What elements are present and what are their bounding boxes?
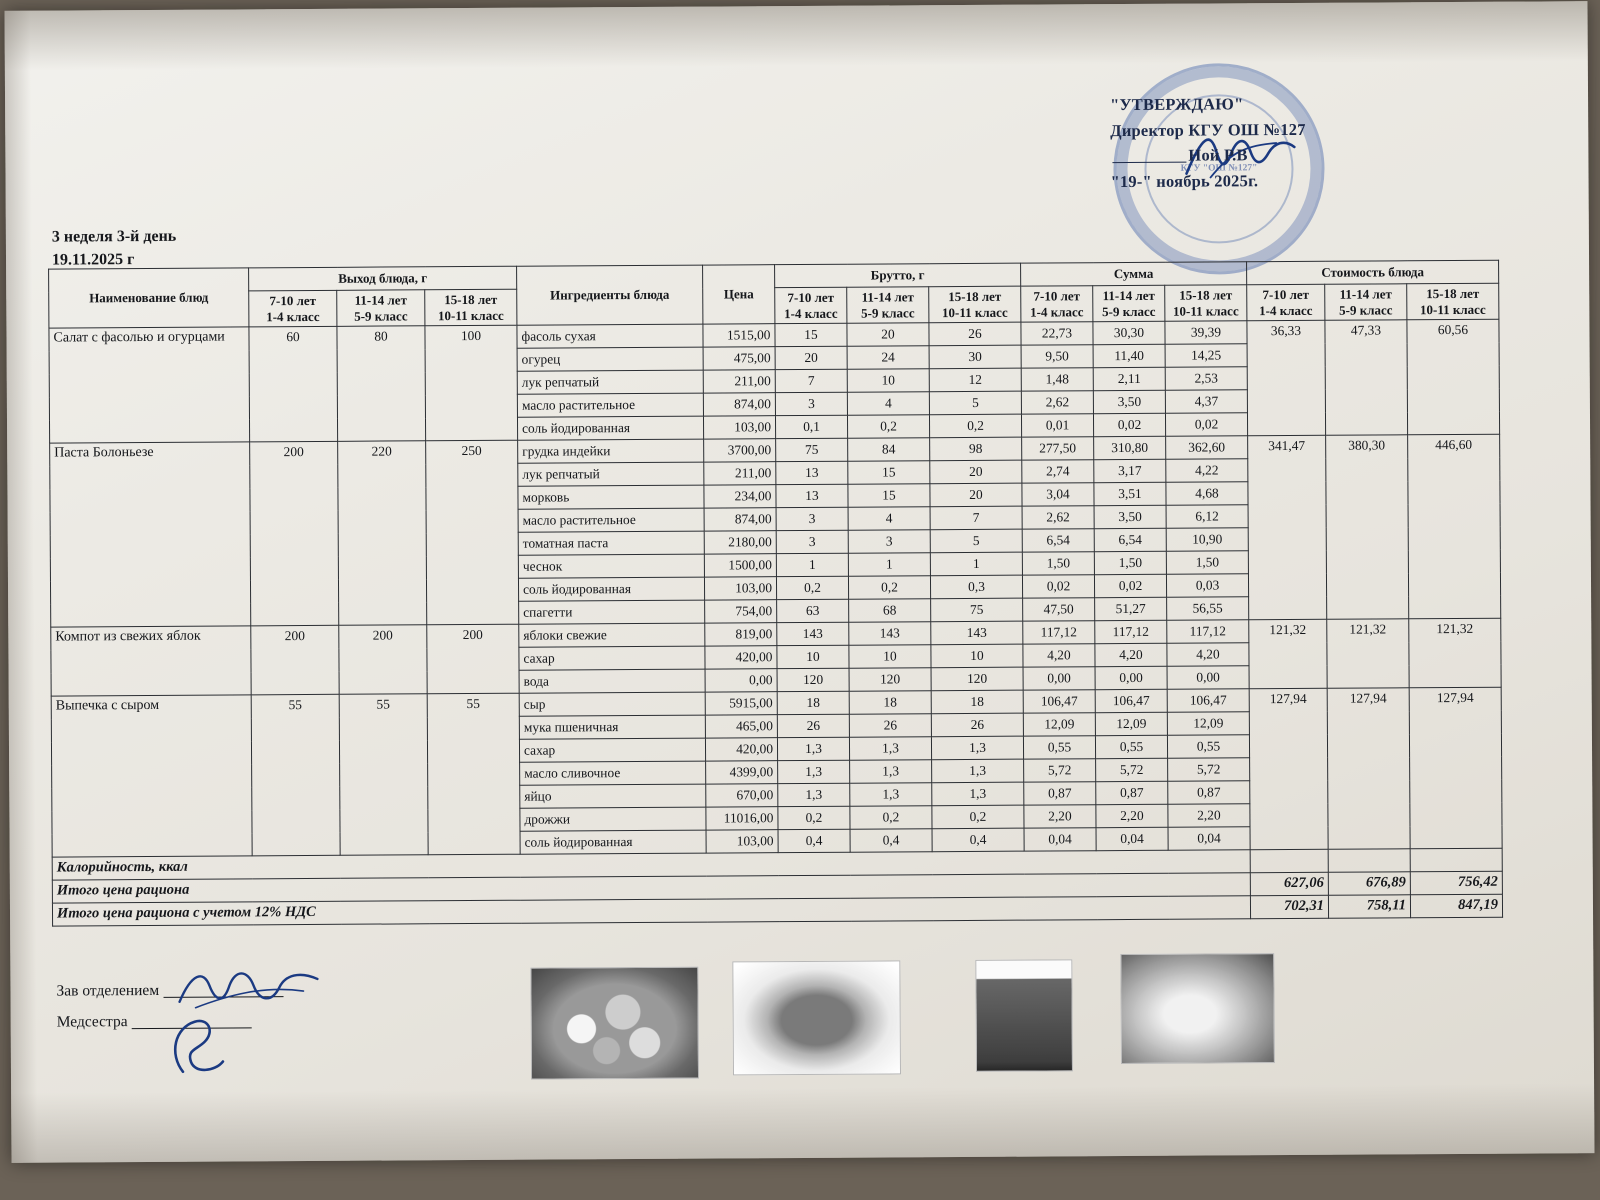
ingredient-gross-3: 1,3 <box>932 759 1024 783</box>
ingredient-price: 819,00 <box>705 623 777 646</box>
ingredient-price: 874,00 <box>703 393 775 416</box>
dish-name: Салат с фасолью и огурцами <box>49 327 250 443</box>
ingredient-sum-2: 30,30 <box>1093 321 1165 344</box>
dish-cost-3: 127,94 <box>1409 687 1502 849</box>
ingredient-gross-3: 0,2 <box>932 805 1024 829</box>
ingredient-gross-3: 5 <box>929 391 1021 415</box>
dish-yield-1: 60 <box>249 327 338 443</box>
ingredient-name: сыр <box>519 692 705 716</box>
dish-cost-1: 341,47 <box>1248 435 1327 619</box>
ingredient-sum-2: 3,50 <box>1093 390 1165 413</box>
ingredient-gross-2: 10 <box>849 645 931 669</box>
ingredient-sum-2: 5,72 <box>1096 758 1168 781</box>
ingredient-price: 211,00 <box>703 370 775 393</box>
ingredient-sum-3: 0,04 <box>1168 827 1250 851</box>
dish-cost-1: 121,32 <box>1249 619 1327 688</box>
ingredient-sum-2: 6,54 <box>1094 528 1166 551</box>
ingredient-price: 3700,00 <box>704 439 776 462</box>
dish-name: Компот из свежих яблок <box>51 626 251 696</box>
ingredient-sum-3: 0,03 <box>1166 574 1248 598</box>
ingredient-gross-1: 26 <box>777 714 849 737</box>
nurse-label: Медсестра <box>56 1013 128 1031</box>
ingredient-gross-2: 15 <box>848 484 930 508</box>
ingredient-sum-2: 51,27 <box>1095 597 1167 620</box>
ingredient-gross-3: 26 <box>929 322 1021 346</box>
ingredient-sum-1: 0,55 <box>1023 736 1095 759</box>
ingredient-gross-3: 10 <box>931 644 1023 668</box>
dish-yield-2: 200 <box>339 625 427 695</box>
dish-cost-1: 36,33 <box>1247 320 1326 435</box>
th-gross-group: Брутто, г <box>775 263 1021 288</box>
ingredient-gross-3: 1 <box>930 552 1022 576</box>
ingredient-price: 103,00 <box>703 416 775 439</box>
ingredient-sum-2: 4,20 <box>1095 643 1167 666</box>
ingredient-name: морковь <box>518 485 704 509</box>
ingredient-sum-3: 0,87 <box>1168 781 1250 805</box>
th-yield-age-3: 15-18 лет 10-11 класс <box>425 289 517 326</box>
ingredient-gross-3: 20 <box>930 483 1022 507</box>
approval-title: "УТВЕРЖДАЮ" <box>1110 94 1244 115</box>
ingredient-sum-3: 39,39 <box>1165 321 1247 345</box>
ingredient-price: 670,00 <box>706 784 778 807</box>
ingredient-name: яблоки свежие <box>519 623 705 647</box>
stamp-text: КГУ "ОШ №127" <box>1180 162 1258 174</box>
th-cost-age-3: 15-18 лет 10-11 класс <box>1407 283 1499 320</box>
ingredient-name: соль йодированная <box>518 577 704 601</box>
menu-table-wrapper <box>48 260 1502 927</box>
dish-cost-2: 47,33 <box>1325 320 1408 435</box>
ingredient-sum-2: 3,17 <box>1094 459 1166 482</box>
ingredient-sum-1: 6,54 <box>1022 529 1094 552</box>
ingredient-gross-3: 0,3 <box>930 575 1022 599</box>
paper-shadow-bottom <box>11 1083 1594 1163</box>
ingredient-sum-2: 310,80 <box>1094 436 1166 459</box>
week-info <box>52 225 177 272</box>
ingredient-price: 0,00 <box>705 669 777 692</box>
totals-value-3: 847,19 <box>1410 894 1502 918</box>
ingredient-sum-1: 5,72 <box>1024 759 1096 782</box>
ingredient-sum-1: 0,04 <box>1024 828 1096 851</box>
ingredient-gross-3: 30 <box>929 345 1021 369</box>
dish-yield-1: 200 <box>250 442 339 627</box>
th-cost-age-2: 11-14 лет 5-9 класс <box>1325 284 1407 321</box>
salad-photo <box>530 967 699 1080</box>
ingredient-name: мука пшеничная <box>519 715 705 739</box>
ingredient-sum-3: 0,55 <box>1167 735 1249 759</box>
ingredient-name: фасоль сухая <box>517 324 703 348</box>
ingredient-price: 211,00 <box>704 462 776 485</box>
ingredient-sum-3: 56,55 <box>1167 597 1249 621</box>
ingredient-sum-2: 2,20 <box>1096 804 1168 827</box>
ingredient-sum-2: 0,55 <box>1095 735 1167 758</box>
ingredient-gross-2: 143 <box>849 622 931 646</box>
ingredient-price: 874,00 <box>704 508 776 531</box>
ingredient-sum-3: 14,25 <box>1165 344 1247 368</box>
ingredient-name: сахар <box>519 646 705 670</box>
ingredient-gross-2: 20 <box>847 323 929 347</box>
ingredient-gross-2: 1,3 <box>849 737 931 761</box>
ingredient-sum-1: 22,73 <box>1021 322 1093 345</box>
th-cost-group: Стоимость блюда <box>1247 260 1499 285</box>
approval-block <box>1110 90 1411 194</box>
ingredient-sum-3: 12,09 <box>1167 712 1249 736</box>
ingredient-sum-1: 12,09 <box>1023 713 1095 736</box>
ingredient-name: томатная паста <box>518 531 704 555</box>
head-of-department-label: Зав отделением <box>56 981 160 1000</box>
ingredient-gross-1: 1 <box>776 553 848 576</box>
approval-director: Директор КГУ ОШ №127 <box>1110 119 1306 140</box>
ingredient-price: 11016,00 <box>706 807 778 830</box>
ingredient-sum-1: 106,47 <box>1023 690 1095 713</box>
paper-shadow-left <box>4 11 37 1163</box>
ingredient-sum-2: 0,02 <box>1093 413 1165 436</box>
ingredient-price: 1515,00 <box>703 324 775 347</box>
ingredient-sum-1: 2,62 <box>1021 391 1093 414</box>
ingredient-price: 103,00 <box>706 830 778 853</box>
week-label: 3 неделя 3-й день <box>51 227 177 246</box>
dish-name: Паста Болоньезе <box>50 442 251 627</box>
ingredient-gross-2: 1,3 <box>850 783 932 807</box>
ingredient-gross-1: 1,3 <box>778 783 850 806</box>
ingredient-price: 420,00 <box>705 646 777 669</box>
ingredient-gross-1: 15 <box>775 323 847 346</box>
ingredient-price: 2180,00 <box>704 531 776 554</box>
ingredient-gross-3: 12 <box>929 368 1021 392</box>
ingredient-sum-2: 0,04 <box>1096 827 1168 850</box>
ingredient-gross-3: 1,3 <box>931 736 1023 760</box>
ingredient-gross-2: 3 <box>848 530 930 554</box>
dish-yield-2: 80 <box>337 326 426 442</box>
th-sum-age-2: 11-14 лет 5-9 класс <box>1093 285 1165 322</box>
compote-photo <box>975 959 1073 1072</box>
ingredient-gross-3: 26 <box>931 713 1023 737</box>
ingredient-name: яйцо <box>520 784 706 808</box>
totals-label: Калорийность, ккал <box>52 850 1250 880</box>
ingredient-gross-1: 3 <box>776 507 848 530</box>
th-sum-group: Сумма <box>1021 262 1247 286</box>
approval-date: "19-" ноябрь 2025г. <box>1110 170 1259 191</box>
ingredient-price: 475,00 <box>703 347 775 370</box>
dish-yield-3: 200 <box>427 624 519 694</box>
ingredient-sum-1: 3,04 <box>1022 483 1094 506</box>
dish-yield-2: 220 <box>338 441 427 626</box>
ingredient-price: 103,00 <box>704 577 776 600</box>
ingredient-sum-2: 0,87 <box>1096 781 1168 804</box>
ingredient-name: лук репчатый <box>518 462 704 486</box>
paper-shadow-top <box>4 1 1587 71</box>
ingredient-sum-2: 12,09 <box>1095 712 1167 735</box>
th-yield-group: Выход блюда, г <box>249 266 517 291</box>
nurse-line <box>132 1027 252 1029</box>
ingredient-gross-1: 0,4 <box>778 829 850 852</box>
ingredient-gross-2: 120 <box>849 668 931 692</box>
ingredient-sum-3: 117,12 <box>1167 620 1249 644</box>
ingredient-gross-1: 10 <box>777 645 849 668</box>
ingredient-gross-3: 18 <box>931 690 1023 714</box>
ingredient-gross-2: 84 <box>848 438 930 462</box>
th-gross-age-1: 7-10 лет 1-4 класс <box>775 287 847 324</box>
ingredient-name: масло сливочное <box>520 761 706 785</box>
dish-name: Выпечка с сыром <box>51 695 252 857</box>
ingredient-price: 4399,00 <box>706 761 778 784</box>
ingredient-sum-2: 0,00 <box>1095 666 1167 689</box>
dish-yield-1: 55 <box>251 695 340 857</box>
totals-value-2: 676,89 <box>1328 872 1410 896</box>
ingredient-gross-3: 7 <box>930 506 1022 530</box>
th-price: Цена <box>703 265 775 325</box>
totals-value-3: 756,42 <box>1410 871 1502 895</box>
ingredient-name: огурец <box>517 347 703 371</box>
totals-value-2: 758,11 <box>1328 895 1410 919</box>
ingredient-gross-2: 0,2 <box>850 806 932 830</box>
th-yield-age-1: 7-10 лет 1-4 класс <box>249 290 337 327</box>
ingredient-sum-3: 4,22 <box>1166 459 1248 483</box>
ingredient-gross-1: 13 <box>776 484 848 507</box>
dish-cost-3: 446,60 <box>1408 434 1501 619</box>
ingredient-sum-2: 11,40 <box>1093 344 1165 367</box>
pastry-photo <box>1120 953 1275 1064</box>
ingredient-sum-2: 106,47 <box>1095 689 1167 712</box>
dish-yield-3: 100 <box>425 325 518 441</box>
ingredient-sum-1: 2,62 <box>1022 506 1094 529</box>
table-body <box>49 319 1503 926</box>
ingredient-gross-3: 1,3 <box>932 782 1024 806</box>
ingredient-sum-1: 277,50 <box>1022 437 1094 460</box>
approval-name: Ной Р.В <box>1188 145 1248 165</box>
dish-cost-2: 127,94 <box>1327 688 1410 849</box>
ingredient-gross-2: 26 <box>849 714 931 738</box>
ingredient-gross-2: 4 <box>848 507 930 531</box>
ingredient-sum-2: 2,11 <box>1093 367 1165 390</box>
totals-label: Итого цена рациона <box>52 873 1250 903</box>
ingredient-sum-2: 117,12 <box>1095 620 1167 643</box>
ingredient-sum-2: 1,50 <box>1094 551 1166 574</box>
totals-value-1 <box>1250 849 1328 872</box>
totals-label: Итого цена рациона с учетом 12% НДС <box>52 896 1250 926</box>
ingredient-sum-2: 0,02 <box>1094 574 1166 597</box>
ingredient-sum-3: 0,00 <box>1167 666 1249 690</box>
dish-cost-1: 127,94 <box>1249 688 1328 849</box>
ingredient-sum-1: 2,74 <box>1022 460 1094 483</box>
pasta-photo <box>732 960 901 1075</box>
ingredient-sum-3: 5,72 <box>1168 758 1250 782</box>
ingredient-sum-1: 4,20 <box>1023 644 1095 667</box>
ingredient-gross-2: 0,2 <box>847 415 929 439</box>
footer-signatures <box>56 974 283 1037</box>
totals-value-3 <box>1410 848 1502 872</box>
ingredient-gross-1: 7 <box>775 369 847 392</box>
ingredient-sum-3: 0,02 <box>1165 413 1247 437</box>
ingredient-price: 420,00 <box>705 738 777 761</box>
ingredient-price: 754,00 <box>705 600 777 623</box>
ingredient-name: сахар <box>519 738 705 762</box>
th-sum-age-1: 7-10 лет 1-4 класс <box>1021 286 1093 323</box>
ingredient-sum-2: 3,50 <box>1094 505 1166 528</box>
ingredient-name: масло растительное <box>517 393 703 417</box>
ingredient-sum-1: 1,48 <box>1021 368 1093 391</box>
ingredient-sum-3: 6,12 <box>1166 505 1248 529</box>
ingredient-gross-2: 0,4 <box>850 829 932 853</box>
th-ingredients: Ингредиенты блюда <box>517 265 703 325</box>
ingredient-name: соль йодированная <box>520 830 706 854</box>
dish-cost-3: 121,32 <box>1409 618 1501 688</box>
ingredient-gross-2: 1,3 <box>850 760 932 784</box>
ingredient-gross-3: 0,2 <box>929 414 1021 438</box>
ingredient-gross-1: 1,3 <box>778 760 850 783</box>
th-dish-name: Наименование блюд <box>49 268 249 328</box>
ingredient-gross-1: 3 <box>776 530 848 553</box>
signature-line <box>1112 162 1186 163</box>
ingredient-sum-1: 2,20 <box>1024 805 1096 828</box>
head-of-department-line <box>163 996 283 998</box>
ingredient-sum-1: 0,01 <box>1021 414 1093 437</box>
totals-value-2 <box>1328 849 1410 873</box>
ingredient-gross-1: 13 <box>776 461 848 484</box>
ingredient-sum-2: 3,51 <box>1094 482 1166 505</box>
ingredient-name: масло растительное <box>518 508 704 532</box>
ingredient-sum-3: 106,47 <box>1167 689 1249 713</box>
ingredient-gross-2: 15 <box>848 461 930 485</box>
th-yield-age-2: 11-14 лет 5-9 класс <box>337 290 425 327</box>
ingredient-price: 1500,00 <box>704 554 776 577</box>
ingredient-name: чеснок <box>518 554 704 578</box>
ingredient-gross-1: 20 <box>775 346 847 369</box>
ingredient-sum-3: 2,20 <box>1168 804 1250 828</box>
ingredient-name: спагетти <box>519 600 705 624</box>
ingredient-gross-2: 0,2 <box>848 576 930 600</box>
ingredient-sum-1: 0,02 <box>1022 575 1094 598</box>
th-gross-age-3: 15-18 лет 10-11 класс <box>929 286 1021 323</box>
ingredient-gross-3: 20 <box>930 460 1022 484</box>
ingredient-gross-1: 0,2 <box>776 576 848 599</box>
ingredient-gross-1: 143 <box>777 622 849 645</box>
ingredient-sum-3: 4,20 <box>1167 643 1249 667</box>
ingredient-sum-1: 1,50 <box>1022 552 1094 575</box>
ingredient-sum-3: 1,50 <box>1166 551 1248 575</box>
ingredient-gross-3: 143 <box>931 621 1023 645</box>
ingredient-sum-3: 10,90 <box>1166 528 1248 552</box>
ingredient-sum-1: 0,00 <box>1023 667 1095 690</box>
ingredient-price: 465,00 <box>705 715 777 738</box>
th-gross-age-2: 11-14 лет 5-9 класс <box>847 287 929 324</box>
ingredient-sum-1: 47,50 <box>1023 598 1095 621</box>
th-cost-age-1: 7-10 лет 1-4 класс <box>1247 284 1325 321</box>
ingredient-gross-2: 68 <box>849 599 931 623</box>
ingredient-sum-3: 362,60 <box>1166 436 1248 460</box>
ingredient-sum-3: 4,37 <box>1165 390 1247 414</box>
dish-yield-3: 55 <box>427 693 520 855</box>
ingredient-gross-3: 0,4 <box>932 828 1024 852</box>
ingredient-gross-2: 1 <box>848 553 930 577</box>
ingredient-gross-3: 120 <box>931 667 1023 691</box>
ingredient-gross-2: 10 <box>847 369 929 393</box>
ingredient-gross-2: 24 <box>847 346 929 370</box>
dish-cost-3: 60,56 <box>1407 319 1500 435</box>
ingredient-sum-3: 4,68 <box>1166 482 1248 506</box>
dish-cost-2: 380,30 <box>1326 435 1409 619</box>
ingredient-gross-3: 98 <box>930 437 1022 461</box>
ingredient-gross-1: 18 <box>777 691 849 714</box>
ingredient-gross-1: 1,3 <box>777 737 849 760</box>
dish-yield-1: 200 <box>251 626 339 696</box>
ingredient-gross-3: 75 <box>931 598 1023 622</box>
ingredient-gross-1: 75 <box>776 438 848 461</box>
ingredient-sum-3: 2,53 <box>1165 367 1247 391</box>
ingredient-gross-1: 63 <box>777 599 849 622</box>
ingredient-gross-2: 4 <box>847 392 929 416</box>
ingredient-name: вода <box>519 669 705 693</box>
ingredient-gross-3: 5 <box>930 529 1022 553</box>
ingredient-gross-1: 0,2 <box>778 806 850 829</box>
dish-cost-2: 121,32 <box>1327 619 1409 688</box>
ingredient-gross-1: 3 <box>775 392 847 415</box>
dish-yield-2: 55 <box>339 694 428 856</box>
document-sheet <box>4 1 1594 1163</box>
ingredient-name: соль йодированная <box>517 416 703 440</box>
ingredient-gross-1: 120 <box>777 668 849 691</box>
totals-value-1: 702,31 <box>1250 895 1328 918</box>
ingredient-gross-2: 18 <box>849 691 931 715</box>
th-sum-age-3: 15-18 лет 10-11 класс <box>1165 285 1247 322</box>
ingredient-price: 5915,00 <box>705 692 777 715</box>
dish-yield-3: 250 <box>426 440 519 625</box>
ingredient-sum-1: 117,12 <box>1023 621 1095 644</box>
totals-value-1: 627,06 <box>1250 872 1328 895</box>
ingredient-name: грудка индейки <box>518 439 704 463</box>
ingredient-gross-1: 0,1 <box>775 415 847 438</box>
ingredient-sum-1: 0,87 <box>1024 782 1096 805</box>
ingredient-sum-1: 9,50 <box>1021 345 1093 368</box>
date-label: 19.11.2025 г <box>51 251 135 269</box>
menu-table <box>48 260 1503 927</box>
ingredient-name: лук репчатый <box>517 370 703 394</box>
ingredient-price: 234,00 <box>704 485 776 508</box>
ingredient-name: дрожжи <box>520 807 706 831</box>
table-head <box>49 260 1499 328</box>
